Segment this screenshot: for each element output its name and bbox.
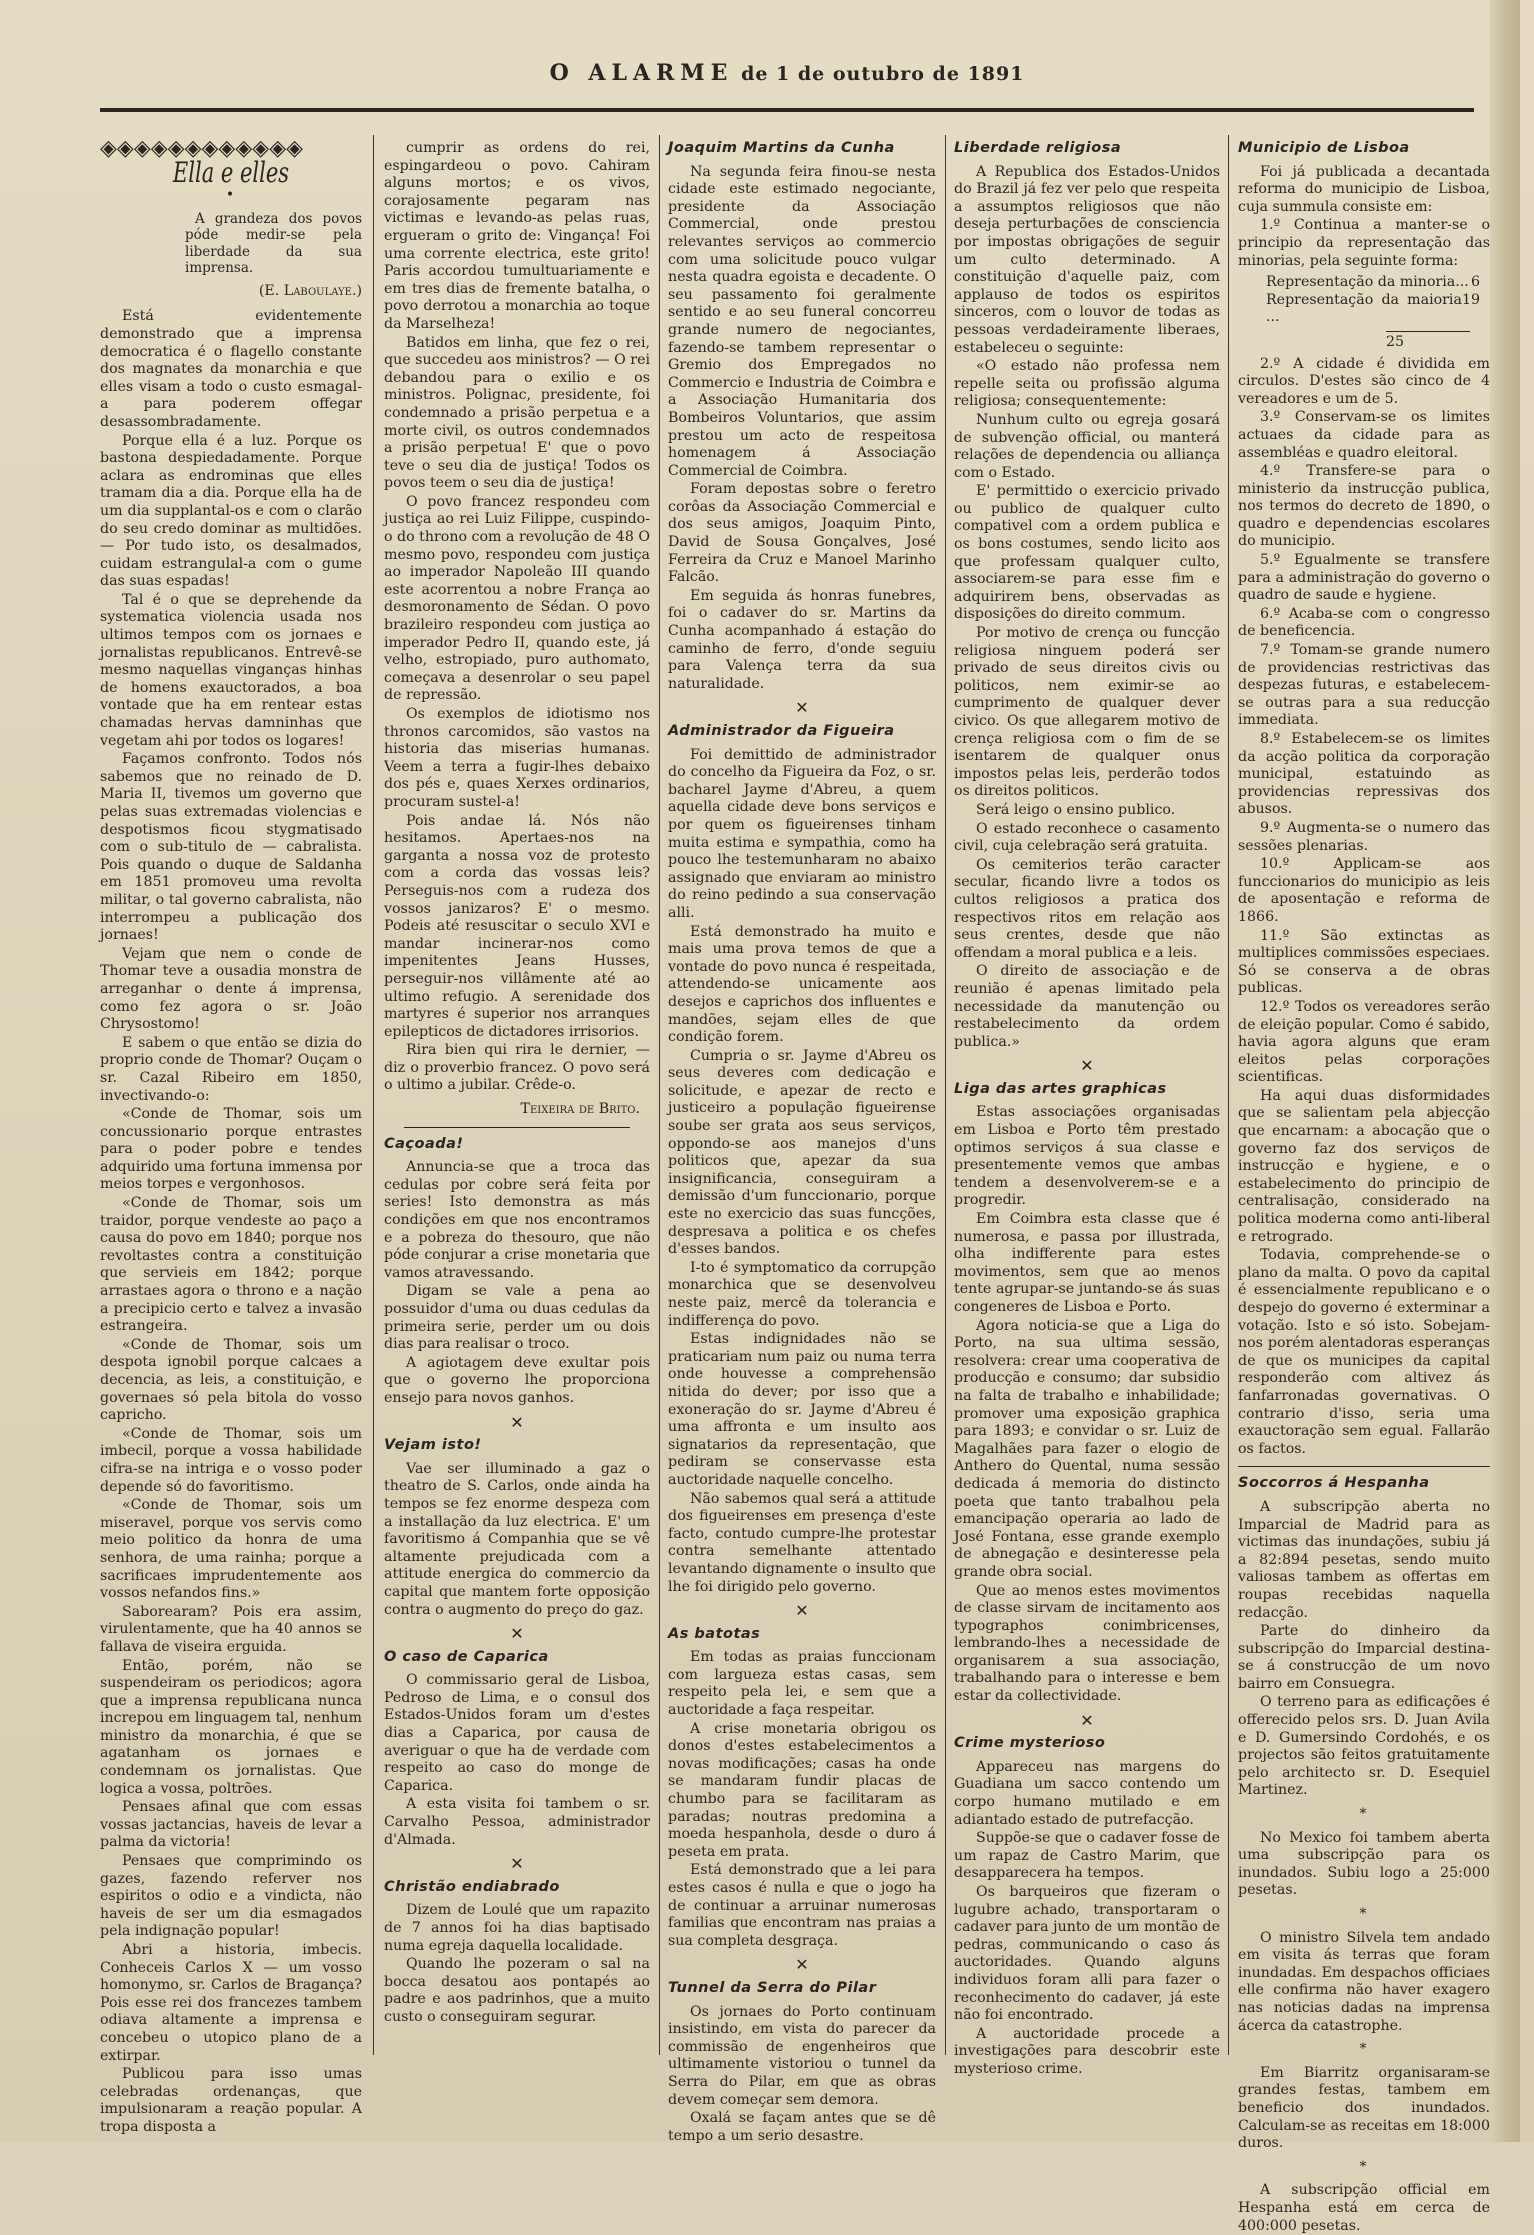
divider-line [404, 1127, 630, 1128]
separator-cross: ✕ [510, 1624, 524, 1644]
separator: • [225, 187, 237, 204]
separator-star: * [1359, 1906, 1369, 1922]
separator-cross: ✕ [1080, 1710, 1094, 1730]
paragraph: Em seguida ás honras funebres, foi o cadaver do sr. Martins da Cunha acompanhado á estação do caminho de ferro, d'onde seguiu para Valença terra da sua naturalidade. [668, 587, 936, 692]
signature: Teixeira de Brito. [520, 1101, 640, 1118]
article-body [384, 1159, 650, 1407]
headline: Liberdade religiosa [954, 140, 1122, 156]
paragraph: cumprir as ordens do rei, espingardeou o povo. Cahiram alguns mortos; e os vivos, corajosamente pegaram nas victimas e levando-as pelas ruas, ergueram o grito de: Vingança! Foi uma corrente electrica, este grito! Paris accordou tumultuariamente e em tres dias de fremente batalha, o povo derrotou a monarchia ao toque da Marselheza! [384, 140, 650, 332]
masthead-brand: O ALARME [549, 60, 734, 86]
column-2 [384, 140, 650, 2060]
list-item: 8.º Estabelecem-se os limites da acção politica da corporação municipal, estatuindo as providencias repressivas dos abusos. [1238, 731, 1490, 818]
paragraph: Appareceu nas margens do Guadiana um sacco contendo um corpo humano mutilado e em adiantado estado de putrefacção. [954, 1758, 1220, 1828]
list-item: 9.º Augmenta-se o numero das sessões plenarias. [1238, 819, 1490, 854]
paragraph: No Mexico foi tambem aberta uma subscripção para os inundados. Subiu logo a 25:000 pesetas. [1238, 1829, 1490, 1899]
separator-star: * [1359, 2158, 1369, 2175]
paragraph: Todavia, comprehende-se o plano da malta. O povo da capital é essencialmente republicano e o despejo do governo é exterminar a votação. Isto e só isto. Sobejam-nos porém alentadoras esperanças de que os municipes da capital responderão com altivez ás fanfarronadas governativas. O contrario d'isso, seria uma exauctoração sem egual. Fallarão os factos. [1238, 1247, 1490, 1457]
paragraph: E sabem o que então se dizia do proprio conde de Thomar? Ouçam o sr. Cazal Ribeiro em 1850, invectivando-o: [100, 1034, 362, 1104]
paragraph: O ministro Silvela tem andado em visita ás terras que foram inundadas. Em despachos officiaes elle confirma não haver exagero nas noticias dadas na imprensa ácerca da catastrophe. [1238, 1929, 1490, 2034]
separator-star: * [1359, 1806, 1369, 1823]
article-body [668, 2004, 936, 2146]
paragraph: Publicou para isso umas celebradas ordenanças, que impulsionaram a reação popular. A tropa disposta a [100, 2066, 362, 2135]
paragraph: Parte do dinheiro da subscripção do Imparcial destina-se á construcção de um novo bairro em Consuegra. [1238, 1623, 1490, 1692]
article-body [384, 1902, 650, 2026]
headline: Joaquim Martins da Cunha [668, 140, 895, 156]
ornament: ◈◈◈◈◈◈◈◈◈◈◈◈ [100, 136, 304, 161]
paragraph: A auctoridade procede a investigações para descobrir este mysterioso crime. [954, 2025, 1220, 2077]
headline: As batotas [668, 1625, 761, 1642]
paragraph: Oxalá se façam antes que se dê tempo a um serio desastre. [668, 2110, 936, 2144]
paragraph: Os barqueiros que fizeram o lugubre achado, transportaram o cadaver para junto de um montão de pedras, communicando o caso ás auctoridades. Quando alguns individuos foram alli para fazer o reconhecimento do cadaver, já este não foi encontrado. [954, 1884, 1220, 2024]
tally-row [1266, 292, 1480, 327]
paragraph: Pensaes que comprimindo os gazes, fazendo referver nos espiritos o odio e a vindicta, não haveis de ser um dia esmagados pela indignação popular! [100, 1853, 362, 1940]
paragraph: Está evidentemente demonstrado que a imprensa democratica é o flagello constante dos magnates da monarchia e que elles visam a todo o custo esmagal-a para poderem offegar desassombradamente. [100, 308, 362, 430]
paragraph: Suppõe-se que o cadaver fosse de um rapaz de Castro Marim, que desapparecera ha tempos. [954, 1830, 1220, 1882]
headline: O caso de Caparica [384, 1648, 549, 1665]
paragraph: Não sabemos qual será a attitude dos figueirenses em presença d'este facto, contudo cumpre-lhe protestar contra semelhante attentado levantando dignamente o insulto que lhe foi dirigido pelo governo. [668, 1490, 936, 1595]
paragraph: Quando lhe pozeram o sal na bocca desatou aos pontapés ao padre e aos padrinhos, que a muito custo o conseguiram segurar. [384, 1956, 650, 2025]
epigraph-author: (E. Laboulaye.) [258, 282, 362, 299]
paragraph: O commissario geral de Lisboa, Pedroso de Lima, e o consul dos Estados-Unidos foram um d'estes dias a Caparica, por causa de averiguar o que ha de verdade com respeito ao caso do monge de Caparica. [384, 1672, 650, 1794]
paragraph: A agiotagem deve exultar pois que o governo lhe proporciona ensejo para novos ganhos. [384, 1354, 650, 1406]
paragraph: Vejam que nem o conde de Thomar teve a ousadia monstra de arreganhar o dente á imprensa, como fez agora o sr. João Chrysostomo! [100, 945, 362, 1033]
separator-cross: ✕ [510, 1854, 524, 1874]
divider-line [1238, 1466, 1490, 1467]
list-item: 5.º Egualmente se transfere para a administração do governo o quadro de saude e hygiene. [1238, 552, 1490, 604]
column-divider [945, 135, 946, 2055]
paragraph: Então, porém, não se suspendeiram os periodicos; agora que a imprensa republicana nunca increpou em linguagem tal, nenhum ministro da monarchia, é que se agatanham os jornaes e condemnam os jornalistas. Que logica a vossa, poltrões. [100, 1657, 362, 1797]
masthead-date: de 1 de outubro de 1891 [741, 63, 1025, 85]
list-item: 4.º Transfere-se para o ministerio da instrucção publica, nos termos do decreto de 1890, o quadro e dependencias escolares do municipio. [1238, 463, 1490, 550]
headline: Caçoada! [384, 1135, 464, 1152]
paragraph: Cumpria o sr. Jayme d'Abreu os seus deveres com dedicação e solicitude, e apezar de recto e justiceiro a população figueirense soube ser grata aos seus serviços, oppondo-se aos manejos d'uns politicos que, apezar da sua insignificancia, conseguiram a demissão d'um funccionario, porque este no exercicio das suas funcções, despresava a politica e os chefes d'esses bandos. [668, 1047, 936, 1258]
article-body [384, 1461, 650, 1619]
column-divider [659, 135, 660, 2055]
separator-cross: ✕ [795, 1955, 809, 1975]
paragraph: Pois andae lá. Nós não hesitamos. Apertaes-nos na garganta a nossa voz de protesto com a corda das vossas leis? Perseguis-nos com a rudeza dos vossos janizaros? E' o mesmo. Podeis até resuscitar o seculo XVI e mandar incinerar-nos como impenitentes Jeans Husses, perseguir-nos villâmente até ao ultimo refugio. A serenidade dos martyres é superior nos arranques epilepticos de dictadores irrisorios. [384, 812, 650, 1040]
paragraph: Agora noticia-se que a Liga do Porto, na sua ultima sessão, resolvera: crear uma cooperativa de producção e consumo; dar subsidio na falta de trabalho e inhabilidade; promover uma exposição graphica para 1893; e convidar o sr. Luiz de Magalhães para fazer o elogio de Anthero do Quental, numa sessão dedicada á memoria do distincto poeta que tanto trabalhou pela emancipação operaria ao lado de José Fontana, esse grande exemplo de abnegação e desinteresse pela grande obra social. [954, 1317, 1220, 1580]
list-item: 1.º Continua a manter-se o principio da representação das minorias, pela seguinte forma: [1238, 217, 1490, 269]
list-item: 2.º A cidade é dividida em circulos. D'estes são cinco de 4 vereadores e um de 5. [1238, 355, 1490, 407]
paragraph: «Conde de Thomar, sois um traidor, porque vendeste ao paço a causa do povo em 1840; porque nos revoltastes contra a constituição que servieis em 1842; porque arrastaes agora o throno e a nação a precipicio certo e talvez a invasão estrangeira. [100, 1195, 362, 1335]
column-divider [1228, 135, 1229, 2055]
paragraph: «O estado não professa nem repelle seita ou profissão alguma religiosa; consequentemente: [954, 358, 1220, 410]
paragraph: Que ao menos estes movimentos de classe sirvam de incitamento aos typographos conimbricenses, lembrando-lhes a necessidade de organisarem a sua associação, trabalhando para o interesse e bem estar da collectividade. [954, 1582, 1220, 1705]
paragraph: Em Biarritz organisaram-se grandes festas, tambem em beneficio dos inundados. Calculam-se as receitas em 18:000 duros. [1238, 2064, 1490, 2152]
paragraph: Estas associações organisadas em Lisboa e Porto têm prestado optimos serviços á sua classe e presentemente vemos que ambas tendem a desenvolverem-se e a progredir. [954, 1104, 1220, 1209]
article-body [100, 308, 362, 2136]
separator-cross: ✕ [1080, 1056, 1094, 1076]
headline: Tunnel da Serra do Pilar [668, 1979, 877, 1996]
masthead [100, 60, 1474, 86]
headline: Municipio de Lisboa [1238, 140, 1410, 156]
paragraph: A Republica dos Estados-Unidos do Brazil já fez ver pelo que respeita a assumptos religiosos que não deseja perturbações de consciencia por impostas obrigações de seguir um culto determinado. A constituição d'aquelle paiz, com applauso de todos os espiritos sinceros, com o louvor de todas as pessoas verdadeiramente liberaes, estabeleceu o seguinte: [954, 163, 1220, 356]
column-4 [954, 140, 1220, 2077]
headline: Crime mysterioso [954, 1735, 1106, 1752]
tally-label: Representação da minoria... [1266, 274, 1469, 291]
masthead-rule [100, 108, 1474, 112]
list-item: 3.º Conservam-se os limites actuaes da cidade para as assembléas e quadro eleitoral. [1238, 409, 1490, 461]
paragraph: Pensaes afinal que com essas vossas jactancias, haveis de levar a palma da victoria! [100, 1799, 362, 1851]
article-body [384, 1672, 650, 1849]
paragraph: A subscripção official em Hespanha está em cerca de 400:000 pesetas. [1238, 2182, 1490, 2234]
column-divider [373, 135, 374, 2055]
paragraph: «Conde de Thomar, sois um concussionario porque entrastes para o poder pobre e tendes adquirido uma fortuna immensa por meios torpes e vergonhosos. [100, 1106, 362, 1193]
paragraph: «Conde de Thomar, sois um imbecil, porque a vossa habilidade cifra-se na intriga e o vosso poder depende só do favoritismo. [100, 1425, 362, 1495]
separator-cross: ✕ [795, 1601, 809, 1621]
paragraph: Em Coimbra esta classe que é numerosa, e passa por illustrada, olha indifferente para estes movimentos, sem que ao menos tente agrupar-se juntando-se ás suas congeneres de Lisboa e Porto. [954, 1211, 1220, 1315]
paragraph: Foram depostas sobre o feretro corôas da Associação Commercial e dos seus amigos, Joaquim Pinto, David de Sousa Gonçalves, José Ferreira da Cruz e Manoel Marinho Falcão. [668, 481, 936, 586]
column-3 [668, 140, 936, 2144]
paragraph: Por motivo de crença ou funcção religiosa ninguem poderá ser privado de seus direitos civis ou politicos, nem eximir-se ao cumprimento de qualquer dever civico. Os que allegarem motivo de crença religiosa com o fim de se isentarem de qualquer onus impostos pelas leis, perderão todos os direitos politicos. [954, 625, 1220, 800]
paragraph: Está demonstrado ha muito e mais uma prova temos de que a vontade do povo nunca é respeitada, attendendo-se unicamente aos desejos e caprichos dos influentes e mandões, sejam elles de que condição forem. [668, 923, 936, 1046]
tally-label: Representação da maioria ... [1266, 291, 1462, 326]
paragraph: I-to é symptomatico da corrupção monarchica que se desenvolveu neste paiz, mercê da tolerancia e indifferença do povo. [668, 1259, 936, 1329]
paragraph: Nunhum culto ou egreja gosará de subvenção official, ou manterá relações de dependencia ou alliança com o Estado. [954, 411, 1220, 481]
paragraph: Os cemiterios terão caracter secular, ficando livre a todos os cultos religiosos a pratica dos respectivos ritos em relação aos seus crentes, desde que não offendam a moral publica e a leis. [954, 856, 1220, 961]
article-body [668, 164, 936, 694]
reform-list [1238, 356, 1490, 1087]
list-item: 11.º São extinctas as multiplices commissões especiaes. Só se conserva a de obras publicas. [1238, 927, 1490, 997]
paragraph: Batidos em linha, que fez o rei, que succedeu aos ministros? — O rei debandou para o exilio e os ministros. Polignac, presidente, foi condemnado a prisão perpetua e a morte civil, os outros condemnados a prisão perpetua! E' que o povo teve o seu dia de justiça! Todos os povos teem o seu dia de justiça! [384, 334, 650, 492]
representation-tally [1266, 274, 1480, 351]
paragraph: A crise monetaria obrigou os donos d'estes estabelecimentos a novas modificações; casas ha onde se mandaram fundir placas de chumbo para se facilitaram as paradas; noutras predomina a moeda hespanhola, desde o duro á peseta em prata. [668, 1720, 936, 1860]
separator-cross: ✕ [510, 1412, 524, 1432]
paragraph: Dizem de Loulé que um rapazito de 7 annos foi ha dias baptisado numa egreja daquella localidade. [384, 1902, 650, 1954]
column-1 [100, 136, 362, 2135]
paragraph: O povo francez respondeu com justiça ao rei Luiz Filippe, cuspindo-o do throno com a revolução de 48 O mesmo povo, respondeu com justiça ao imperador Napoleão III quando este acorrentou a nobre França ao desmoronamento de Sédan. O povo brazileiro respondeu com justiça ao imperador Pedro II, quando este, já velho, estropiado, puro authomato, começava a desenrolar o seu papel de repressão. [384, 493, 651, 704]
paragraph: Rira bien qui rira le dernier, — diz o proverbio francez. O povo será o ultimo a jubilar. Crêde-o. [384, 1042, 650, 1094]
page-fold [1490, 0, 1520, 2142]
headline: Christão endiabrado [384, 1878, 560, 1895]
paragraph: E' permittido o exercicio privado ou publico de qualquer culto compativel com a ordem publica e os bons costumes, sendo licito aos que professam qualquer culto, associarem-se para esse fim e adquirirem bens, observadas as disposições do direito commum. [954, 483, 1220, 623]
paragraph: Os jornaes do Porto continuam insistindo, em vista do parecer da commissão de engenheiros que ultimamente vistoriou o tunnel da Serra do Pilar, em que as obras devem começar sem demora. [668, 2003, 936, 2108]
paragraph: Ha aqui duas disformidades que se salientam pela abjecção que encarnam: a abocação que o governo faz dos serviços de instrucção e hygiene, e o estabelecimento do principio de centralisação, considerado na politica moderna como anti-liberal e retrogrado. [1238, 1087, 1490, 1245]
article-body [954, 164, 1220, 1052]
paragraph: Abri a historia, imbecis. Conheceis Carlos X — um vosso homonymo, sr. Carlos de Bragança? Pois esse rei dos francezes tambem odiava altamente a imprensa e concebeu o utopico plano de a extirpar. [100, 1942, 362, 2064]
tally-value: 19 [1461, 291, 1480, 308]
tally-row [1266, 274, 1480, 292]
column-5 [1238, 140, 1490, 2234]
paragraph: O estado reconhece o casamento civil, cuja celebração será gratuita. [954, 820, 1220, 855]
paragraph: Foi já publicada a decantada reforma do municipio de Lisboa, cuja summula consiste em: [1238, 163, 1490, 215]
paragraph: Façamos confronto. Todos nós sabemos que no reinado de D. Maria II, tivemos um governo que pelas suas extremadas violencias e despotismos ficou stygmatisado com o sub-titulo de — cabralista. Pois quando o duque de Saldanha em 1851 promoveu uma revolta militar, o tal governo cabralista, não interrompeu a publicação dos jornaes! [100, 751, 362, 944]
article-body [668, 1649, 936, 1950]
paragraph: «Conde de Thomar, sois um despota ignobil porque calcaes a decencia, as leis, a constituição, e governaes só pela bitola do vosso capricho. [100, 1336, 362, 1424]
list-item: 6.º Acaba-se com o congresso de beneficencia. [1238, 605, 1490, 640]
article-body [668, 747, 936, 1597]
article-title: Ella e elles [172, 155, 290, 189]
article-body [384, 140, 650, 1095]
paragraph: Na segunda feira finou-se nesta cidade este estimado negociante, presidente da Associação Commercial, onde prestou relevantes serviços ao commercio com uma solicitude pouco vulgar nesta quadra egoista e decadente. O seu passamento foi geralmente sentido e ao seu funeral concorreu grande numero de negociantes, fazendo-se tambem representar o Gremio dos Empregados no Commercio e Industria de Coimbra e a Associação Humanitaria dos Bombeiros Voluntarios, que assim prestou um acto de respeitosa homenagem á Associação Commercial de Coimbra. [668, 163, 936, 479]
paragraph: O terreno para as edificações é offerecido pelos srs. D. Juan Avila e D. Gumersindo Cordohés, e os projectos são feitos gratuitamente pelo architecto sr. D. Esequiel Martinez. [1238, 1694, 1490, 1799]
paragraph: Digam se vale a pena ao possuidor d'uma ou duas cedulas da primeira serie, perder um ou dois dias para realisar o troco. [384, 1283, 650, 1353]
paragraph: Está demonstrado que a lei para estes casos é nulla e que o jogo ha de continuar a arruinar numerosas familias que encontram nas praias a sua completa desgraça. [668, 1862, 936, 1949]
list-item: 12.º Todos os vereadores serão de eleição popular. Como é sabido, havia agora alguns que eram eleitos pelas corporações scientificas. [1238, 998, 1490, 1086]
paragraph: Annuncia-se que a troca das cedulas por cobre será feita por series! Isto demonstra as más condições em que nos encontramos e a pobreza do thesouro, que não póde conjurar a crise monetaria que vamos atravessando. [384, 1159, 650, 1281]
paragraph: Será leigo o ensino publico. [976, 801, 1176, 818]
paragraph: «Conde de Thomar, sois um miseravel, porque vos servis como meio politico da honra de uma senhora, de uma rainha; porque a sacrificaes imprudentemente aos vossos nefandos fins.» [100, 1497, 362, 1602]
headline: Vejam isto! [384, 1437, 482, 1454]
article-body [1238, 1088, 1490, 1458]
tally-total: 25 [1386, 331, 1470, 352]
article-body [1238, 1499, 1490, 1800]
separator-cross: ✕ [795, 698, 809, 718]
paragraph: A subscripção aberta no Imparcial de Madrid para as victimas das inundações, subiu já a 82:894 pesetas, sendo muito valiosas tambem as offertas em roupas recebidas naquella redacção. [1238, 1498, 1490, 1621]
paragraph: Estas indignidades não se praticariam num paiz ou numa terra onde houvesse a comprehensão nitida do dever; por isso que a exoneração do sr. Jayme d'Abreu é uma affronta e um insulto aos signatarios da representação, que pediram se conservasse esta auctoridade naquelle concelho. [668, 1331, 936, 1488]
tally-value: 6 [1470, 274, 1480, 291]
separator-star: * [1359, 2041, 1369, 2058]
article-body [954, 1104, 1220, 1705]
paragraph: Tal é o que se deprehende da systematica violencia usada nos ultimos tempos com os jornaes e jornalistas republicanos. Entrevê-se mesmo naquellas vinganças hinhas de homens exauctorados, a boa vontade que ha em rentear estas chamadas hervas damninhas que vegetam ahi por todos os logares! [100, 591, 362, 749]
epigraph: A grandeza dos povos póde medir-se pela liberdade da sua imprensa. [185, 210, 362, 277]
headline: Administrador da Figueira [668, 723, 895, 739]
headline: Soccorros á Hespanha [1238, 1475, 1430, 1492]
paragraph: Os exemplos de idiotismo nos thronos carcomidos, são vastos na historia das miserias humanas. Veem a terra a fugir-lhes debaixo dos pés e, quaes Xerxes ordinarios, procuram sustel-a! [384, 706, 650, 810]
paragraph: Porque ella é a luz. Porque os bastona despiedadamente. Porque aclara as endrominas que elles tramam dia a dia. Porque ella ha de um dia supplantal-os e com o clarão do seu credo dominar as multidões. — Por tudo isto, os desalmados, cuidam estrangulal-a com o gume das suas espadas! [100, 432, 362, 590]
article-body [954, 1759, 1220, 2079]
paragraph: Em todas as praias funccionam com largueza estas casas, sem respeito pela lei, e sem que a auctoridade a faça respeitar. [668, 1649, 936, 1719]
list-item: 7.º Tomam-se grande numero de providencias restrictivas das despezas futuras, e estabelecem-se outras para a sua reducção immediata. [1238, 642, 1490, 729]
paragraph: O direito de associação e de reunião é apenas limitado pela necessidade da manutenção ou restabelecimento da ordem publica.» [954, 963, 1220, 1050]
paragraph: Foi demittido de administrador do concelho da Figueira da Foz, o sr. bacharel Jayme d'Abreu, a quem aquella cidade deve bons serviços e por quem os figueirenses tinham muita estima e sympathia, como ha pouco lhe testemunharam no abaixo assignado que enviaram ao ministro do reino pedindo a sua conservação alli. [668, 746, 936, 921]
paragraph: Vae ser illuminado a gaz o theatro de S. Carlos, onde ainda ha tempos se fez enorme despeza com a installação da luz electrica. E' um favoritismo á Companhia que se vê altamente prejudicada com a attitude energica do commercio da capital que mantem forte opposição contra o augmento do preço do gaz. [384, 1460, 650, 1618]
headline: Liga das artes graphicas [954, 1080, 1167, 1097]
paragraph: A esta visita foi tambem o sr. Carvalho Pessoa, administrador d'Almada. [384, 1796, 650, 1848]
paragraph: Saborearam? Pois era assim, virulentamente, que ha 40 annos se fallava de viseira erguida. [100, 1603, 362, 1655]
list-item: 10.º Applicam-se aos funccionarios do municipio as leis de aposentação e reforma de 1866. [1238, 856, 1490, 925]
